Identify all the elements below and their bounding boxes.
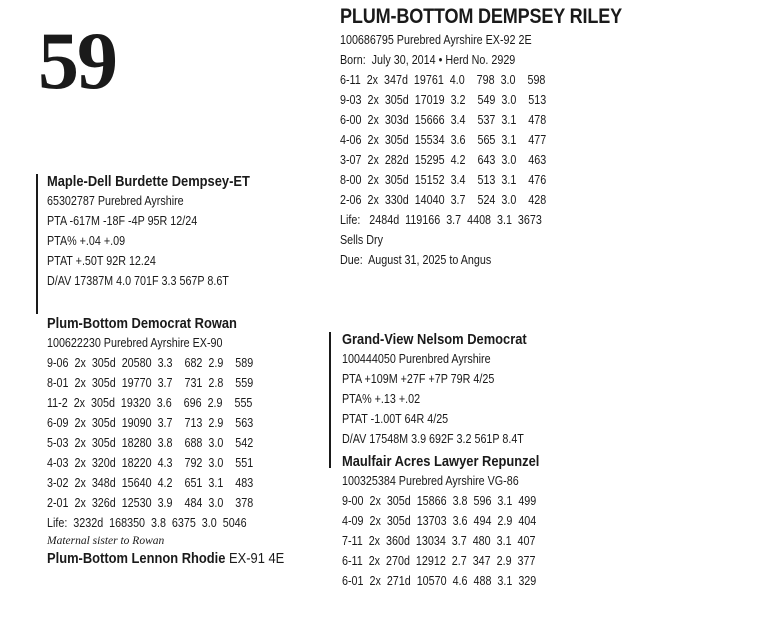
sire-name: Maple-Dell Burdette Dempsey-ET	[47, 173, 250, 190]
sire-detail-line: PTA% +.04 +.09	[47, 234, 126, 248]
grandsire-detail-line: PTA +109M +27F +7P 79R 4/25	[342, 372, 495, 386]
granddam-record-line: 6-11 2x 270d 12912 2.7 347 2.9 377	[342, 554, 536, 568]
sire-detail-line: PTA -617M -18F -4P 95R 12/24	[47, 214, 198, 228]
grandsire-name: Grand-View Nelsom Democrat	[342, 331, 527, 348]
granddam-record-line: 9-00 2x 305d 15866 3.8 596 3.1 499	[342, 494, 537, 508]
main-born: Born: July 30, 2014 • Herd No. 2929	[340, 53, 516, 67]
dam-sister	[47, 549, 296, 568]
grandsire-detail-line: PTA% +.13 +.02	[342, 392, 421, 406]
sire-detail-line: PTAT +.50T 92R 12.24	[47, 254, 156, 268]
granddam-registration: 100325384 Purebred Ayrshire VG-86	[342, 474, 519, 488]
grandsire-block	[342, 330, 642, 449]
sire-detail-line: 65302787 Purebred Ayrshire	[47, 194, 184, 208]
main-record-line: Life: 2484d 119166 3.7 4408 3.1 3673	[340, 213, 542, 227]
grandsire-detail-line: D/AV 17548M 3.9 692F 3.2 561P 8.4T	[342, 432, 524, 446]
dam-record-line: 4-03 2x 320d 18220 4.3 792 3.0 551	[47, 456, 254, 470]
main-sells: Sells Dry	[340, 233, 384, 247]
main-record-line: 2-06 2x 330d 14040 3.7 524 3.0 428	[340, 193, 547, 207]
grandsire-detail-line: PTAT -1.00T 64R 4/25	[342, 412, 449, 426]
dam-record-line: 3-02 2x 348d 15640 4.2 651 3.1 483	[47, 476, 254, 490]
grandsire-detail-line: 100444050 Purenbred Ayrshire	[342, 352, 491, 366]
granddam-records	[342, 491, 642, 591]
dam-name: Plum-Bottom Democrat Rowan	[47, 315, 237, 332]
dam-record-line: 11-2 2x 305d 19320 3.6 696 2.9 555	[47, 396, 253, 410]
dam-record-line: 6-09 2x 305d 19090 3.7 713 2.9 563	[47, 416, 254, 430]
dam-record-line: 9-06 2x 305d 20580 3.3 682 2.9 589	[47, 356, 254, 370]
main-record-line: 6-00 2x 303d 15666 3.4 537 3.1 478	[340, 113, 547, 127]
granddam-record-line: 6-01 2x 271d 10570 4.6 488 3.1 329	[342, 574, 537, 588]
main-due: Due: August 31, 2025 to Angus	[340, 253, 492, 267]
main-record-line: 3-07 2x 282d 15295 4.2 643 3.0 463	[340, 153, 547, 167]
grandsire-divider	[329, 332, 331, 468]
dam-sister-name: Plum-Bottom Lennon Rhodie	[47, 550, 226, 567]
dam-block	[47, 314, 337, 568]
granddam-record-line: 4-09 2x 305d 13703 3.6 494 2.9 404	[342, 514, 537, 528]
lot-number: 59	[38, 15, 116, 106]
dam-record-line: 8-01 2x 305d 19770 3.7 731 2.8 559	[47, 376, 254, 390]
main-record-line: 4-06 2x 305d 15534 3.6 565 3.1 477	[340, 133, 547, 147]
granddam-block	[342, 452, 642, 591]
main-animal-name: PLUM-BOTTOM DEMPSEY RILEY	[340, 5, 623, 28]
sire-block	[47, 172, 327, 291]
sire-detail-line: D/AV 17387M 4.0 701F 3.3 567P 8.6T	[47, 274, 229, 288]
dam-registration: 100622230 Purebred Ayrshire EX-90	[47, 336, 223, 350]
dam-sister-class: EX-91 4E	[225, 550, 285, 567]
dam-record-line: Life: 3232d 168350 3.8 6375 3.0 5046	[47, 516, 247, 530]
sire-details	[47, 191, 327, 291]
main-record-line: 9-03 2x 305d 17019 3.2 549 3.0 513	[340, 93, 547, 107]
sire-divider	[36, 174, 38, 314]
main-registration: 100686795 Purebred Ayrshire EX-92 2E	[340, 33, 532, 47]
main-animal	[340, 4, 760, 270]
dam-records	[47, 353, 337, 533]
main-record-line: 6-11 2x 347d 19761 4.0 798 3.0 598	[340, 73, 546, 87]
main-record-line: 8-00 2x 305d 15152 3.4 513 3.1 476	[340, 173, 547, 187]
dam-note: Maternal sister to Rowan	[47, 535, 165, 547]
grandsire-details	[342, 349, 642, 449]
granddam-name: Maulfair Acres Lawyer Repunzel	[342, 453, 540, 470]
dam-record-line: 2-01 2x 326d 12530 3.9 484 3.0 378	[47, 496, 254, 510]
main-records	[340, 70, 760, 230]
granddam-record-line: 7-11 2x 360d 13034 3.7 480 3.1 407	[342, 534, 536, 548]
dam-record-line: 5-03 2x 305d 18280 3.8 688 3.0 542	[47, 436, 254, 450]
